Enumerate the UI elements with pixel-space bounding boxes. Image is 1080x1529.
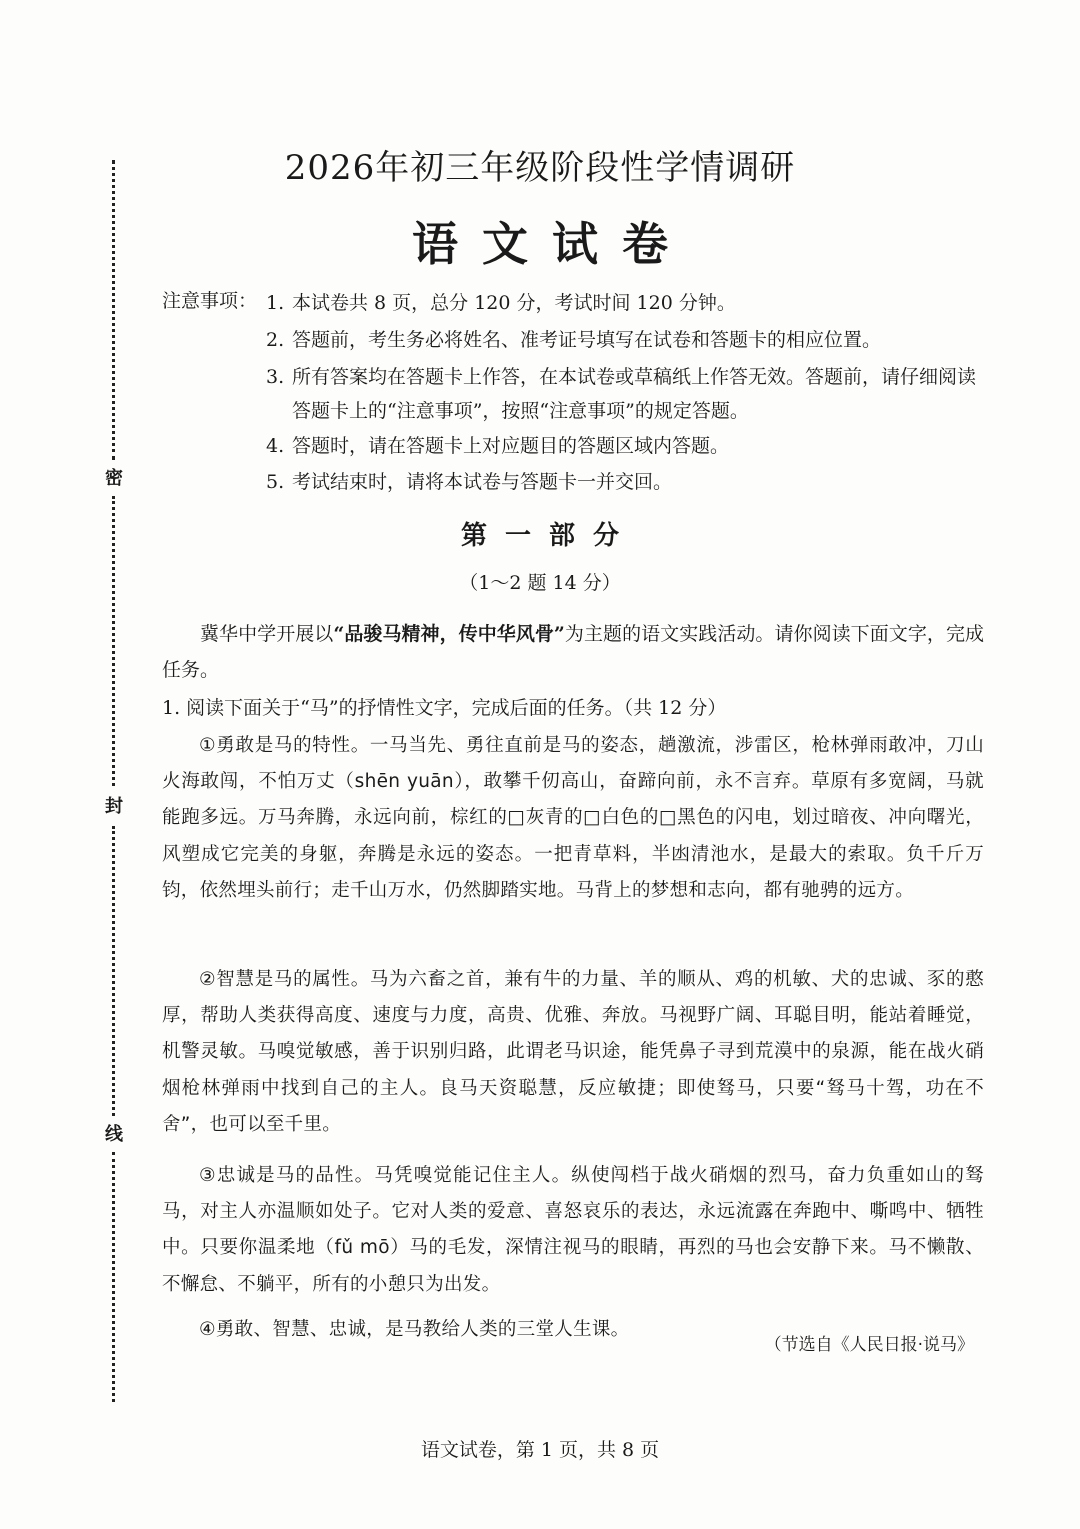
notice-text: 本试卷共 8 页，总分 120 分，考试时间 120 分钟。 bbox=[292, 292, 736, 314]
notice-text: 答题前，考生务必将姓名、准考证号填写在试卷和答题卡的相应位置。 bbox=[292, 329, 882, 351]
passage-paragraph-1: ①勇敢是马的特性。一马当先、勇往直前是马的姿态，趟激流，涉雷区，枪林弹雨敢冲，刀山火海敢闯，不怕万丈（shēn yuān），敢攀千仞高山，奋蹄向前，永不言弃。草原有多宽阔，马就能跑多远。万马奔腾，永远向前，棕红的□灰青的□白色的□黑色的闪电，划过暗夜、冲向曙光，风塑成它完美的身躯，奔腾是永远的姿态。一把青草料，半凼清池水，是最大的索取。负千斤万钧，依然埋头前行；走千山万水，仍然脚踏实地。马背上的梦想和志向，都有驰骋的远方。 bbox=[162, 735, 984, 901]
notice-num: 5. bbox=[266, 471, 285, 493]
binding-line-mid2 bbox=[112, 826, 115, 1116]
intro-after: 为主题的语文实践活动。请你阅读下面文字，完成任务。 bbox=[162, 623, 984, 681]
notice-text: 考试结束时，请将本试卷与答题卡一并交回。 bbox=[292, 471, 673, 493]
part-subtitle: （1～2 题 14 分） bbox=[459, 572, 621, 594]
seal-char-xian: 线 bbox=[105, 1124, 123, 1145]
part-title: 第一部分 bbox=[460, 521, 637, 551]
question-1: 1. 阅读下面关于“马”的抒情性文字，完成后面的任务。（共 12 分） bbox=[162, 697, 727, 719]
passage-paragraph-2: ②智慧是马的属性。马为六畜之首，兼有牛的力量、羊的顺从、鸡的机敏、犬的忠诚、豕的憨厚，帮助人类获得高度、速度与力度，高贵、优雅、奔放。马视野广阔、耳聪目明，能站着睡觉，机警灵敏。马嗅觉敏感，善于识别归路，此谓老马识途，能凭鼻子寻到荒漠中的泉源，能在战火硝烟枪林弹雨中找到自己的主人。良马天资聪慧，反应敏捷；即使驽马，只要“驽马十驾，功在不舍”，也可以至千里。 bbox=[162, 969, 984, 1135]
notice-item-1 bbox=[266, 286, 986, 320]
notice-text: 答题时，请在答题卡上对应题目的答题区域内答题。 bbox=[292, 435, 730, 457]
notice-item-2 bbox=[266, 323, 986, 357]
passage-paragraph-3: ③忠诚是马的品性。马凭嗅觉能记住主人。纵使闯档于战火硝烟的烈马，奋力负重如山的驽马，对主人亦温顺如处子。它对人类的爱意、喜怒哀乐的表达，永远流露在奔跑中、嘶鸣中、牺牲中。只要你温柔地（fǔ mō）马的毛发，深情注视马的眼睛，再烈的马也会安静下来。马不懒散、不懈怠、不躺平，所有的小憩只为出发。 bbox=[162, 1165, 984, 1295]
intro-theme: “品骏马精神，传中华风骨” bbox=[333, 623, 565, 645]
passage-source: （节选自《人民日报·说马》 bbox=[764, 1335, 974, 1355]
notice-item-3 bbox=[266, 360, 986, 428]
notice-num: 3. bbox=[266, 366, 285, 388]
notice-item-4 bbox=[266, 429, 986, 463]
seal-char-feng: 封 bbox=[105, 796, 123, 817]
notice-item-5 bbox=[266, 465, 986, 499]
notice-text: 所有答案均在答题卡上作答，在本试卷或草稿纸上作答无效。答题前，请仔细阅读答题卡上的“注意事项”，按照“注意事项”的规定答题。 bbox=[292, 366, 977, 422]
exam-subject: 语文试卷 bbox=[412, 217, 692, 271]
page-footer: 语文试卷，第 1 页，共 8 页 bbox=[420, 1439, 660, 1461]
notice-num: 4. bbox=[266, 435, 285, 457]
binding-line-bottom bbox=[112, 1152, 115, 1402]
seal-char-mi: 密 bbox=[105, 468, 123, 489]
exam-title: 2026年初三年级阶段性学情调研 bbox=[284, 148, 796, 188]
binding-line-top bbox=[112, 160, 115, 460]
passage-paragraph-4: ④勇敢、智慧、忠诚，是马教给人类的三堂人生课。 bbox=[199, 1319, 630, 1340]
notice-num: 1. bbox=[266, 292, 285, 314]
intro-paragraph bbox=[162, 616, 984, 688]
notice-num: 2. bbox=[266, 329, 285, 351]
intro-before: 冀华中学开展以 bbox=[200, 623, 334, 645]
notice-label: 注意事项： bbox=[162, 290, 258, 312]
